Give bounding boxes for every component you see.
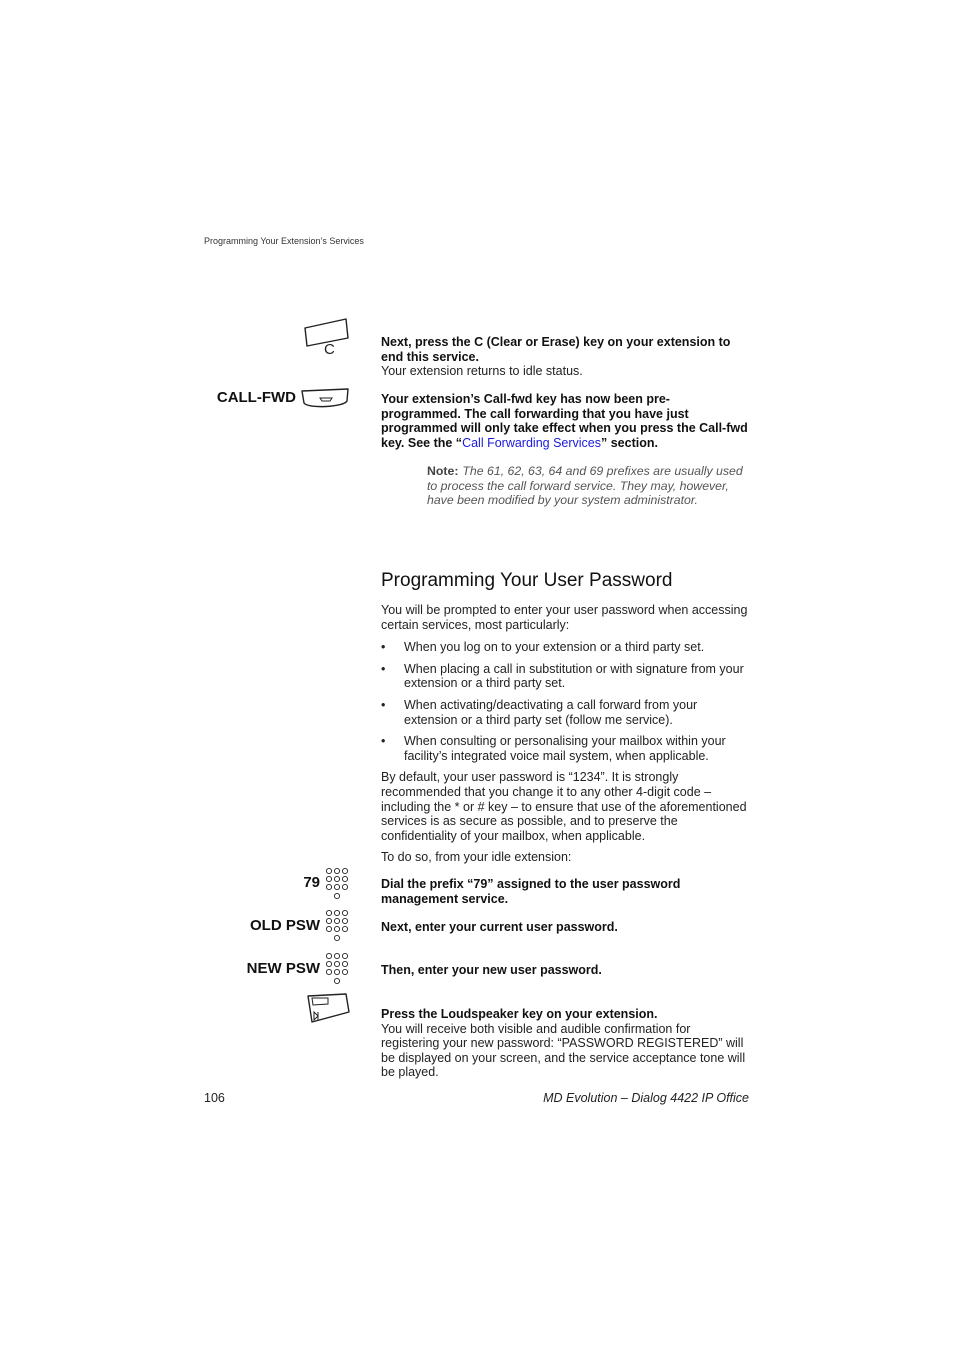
default-password-text: By default, your user password is “1234”. It is strongly recommended that you change it to any other 4-digit code – including the * or # key – to ensure that use of the aforementioned services is as secure as possible, and to preserve the confidentiality of your mailbox, when applicable.: [381, 770, 747, 843]
keypad-icon: [325, 909, 351, 943]
note-text: The 61, 62, 63, 64 and 69 prefixes are usually used to process the call forward service. They may, however, have been modified by your system administrator.: [427, 464, 743, 508]
loudspeaker-key-icon: [304, 990, 352, 1028]
note-label: Note:: [427, 464, 459, 478]
step-79-label: 79: [303, 874, 320, 891]
note-block: [427, 464, 753, 508]
section-intro: You will be prompted to enter your user password when accessing certain services, most particularly:: [381, 603, 748, 632]
callfwd-text-before: Your extension’s Call-fwd key has now been pre-programmed. The call forwarding that you have just programmed will only take effect when you press the Call-fwd key. See the “: [381, 392, 748, 450]
footer-doc-title: MD Evolution – Dialog 4422 IP Office: [543, 1091, 749, 1105]
step-loudspeaker-instruction: Press the Loudspeaker key on your extension.: [381, 1007, 658, 1021]
list-item: • When you log on to your extension or a third party set.: [381, 640, 751, 655]
lead-in-text: To do so, from your idle extension:: [381, 850, 572, 865]
step-clear: [381, 335, 753, 379]
step-79-instruction: Dial the prefix “79” assigned to the user password management service.: [381, 877, 681, 906]
step-old-psw-label: OLD PSW: [250, 917, 320, 934]
keypad-icon: [325, 952, 351, 986]
call-fwd-label: CALL-FWD: [216, 389, 296, 406]
call-forwarding-link[interactable]: Call Forwarding Services: [462, 435, 601, 450]
step-clear-instruction: Next, press the C (Clear or Erase) key on your extension to end this service.: [381, 335, 731, 364]
section-title: Programming Your User Password: [381, 570, 673, 591]
step-new-psw-label: NEW PSW: [246, 960, 320, 977]
callfwd-text-after: ” section.: [601, 435, 658, 450]
call-fwd-key-icon: [300, 387, 352, 411]
bullet-list: [381, 640, 751, 763]
running-header: Programming Your Extension’s Services: [204, 236, 364, 246]
clear-key-glyph: C: [324, 341, 335, 358]
list-item: • When activating/deactivating a call forward from your extension or a third party set (follow me service).: [381, 698, 751, 727]
section-body: [381, 603, 751, 865]
step-clear-detail: Your extension returns to idle status.: [381, 364, 583, 379]
step-callfwd-instruction: [381, 392, 749, 450]
step-loudspeaker: [381, 1007, 751, 1080]
page-number: 106: [204, 1091, 225, 1105]
step-new-psw-instruction: Then, enter your new user password.: [381, 963, 602, 977]
list-item: • When placing a call in substitution or with signature from your extension or a third party set.: [381, 662, 751, 691]
step-old-psw-instruction: Next, enter your current user password.: [381, 920, 618, 934]
keypad-icon: [325, 867, 351, 901]
step-loudspeaker-detail: You will receive both visible and audible confirmation for registering your new password: “PASSWORD REGISTERED” will be displayed on your screen, and the service acceptance tone will be played.: [381, 1021, 746, 1080]
list-item: • When consulting or personalising your mailbox within your facility’s integrated voice mail system, when applicable.: [381, 734, 751, 763]
